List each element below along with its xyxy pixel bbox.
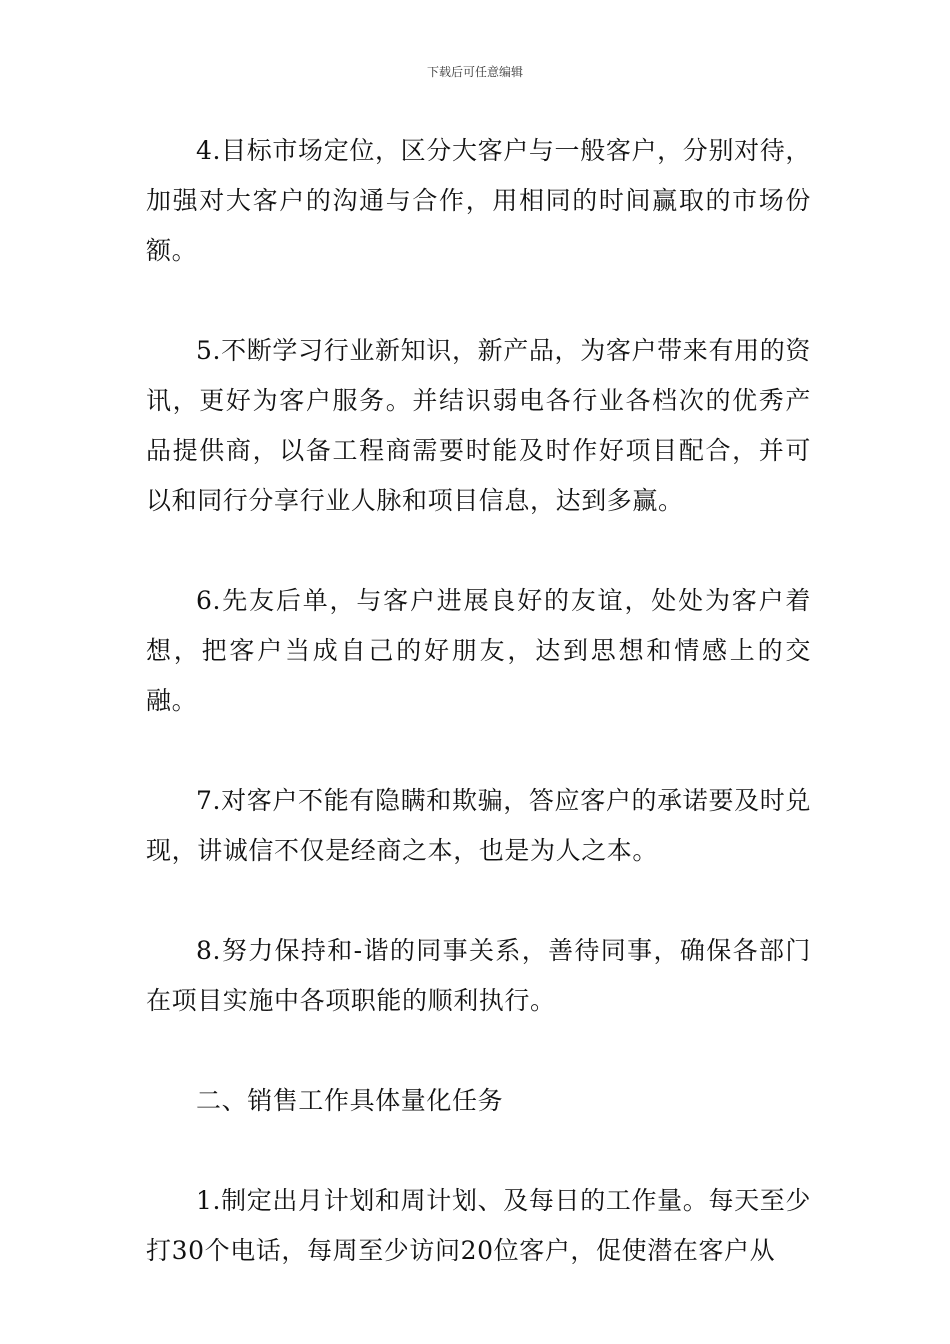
paragraph-item-6: 6.先友后单，与客户进展良好的友谊，处处为客户着想，把客户当成自己的好朋友，达到思想和情感上的交融。 xyxy=(146,586,811,715)
paragraph-item-5: 5.不断学习行业新知识，新产品，为客户带来有用的资讯，更好为客户服务。并结识弱电各行业各档次的优秀产品提供商，以备工程商需要时能及时作好项目配合，并可以和同行分享行业人脉和项目信息，达到多赢。 xyxy=(146,336,811,515)
paragraph-item-4: 4.目标市场定位，区分大客户与一般客户，分别对待，加强对大客户的沟通与合作，用相同的时间赢取的市场份额。 xyxy=(146,136,811,265)
section-heading: 二、销售工作具体量化任务 xyxy=(196,1086,504,1115)
paragraph-item-1: 1.制定出月计划和周计划、及每日的工作量。每天至少打30个电话，每周至少访问20位客户，促使潜在客户从 xyxy=(146,1186,811,1265)
paragraph-spacer xyxy=(146,876,811,926)
paragraph-spacer xyxy=(146,1126,811,1176)
paragraph-spacer xyxy=(146,526,811,576)
paragraph-item-7: 7.对客户不能有隐瞒和欺骗，答应客户的承诺要及时兑现，讲诚信不仅是经商之本，也是为人之本。 xyxy=(146,786,811,865)
paragraph-item-8: 8.努力保持和-谐的同事关系，善待同事，确保各部门在项目实施中各项职能的顺利执行。 xyxy=(146,936,811,1015)
document-body xyxy=(146,126,811,1276)
paragraph-spacer xyxy=(146,726,811,776)
paragraph-spacer xyxy=(146,276,811,326)
page-header: 下载后可任意编辑 xyxy=(426,65,523,79)
paragraph-spacer xyxy=(146,1026,811,1076)
